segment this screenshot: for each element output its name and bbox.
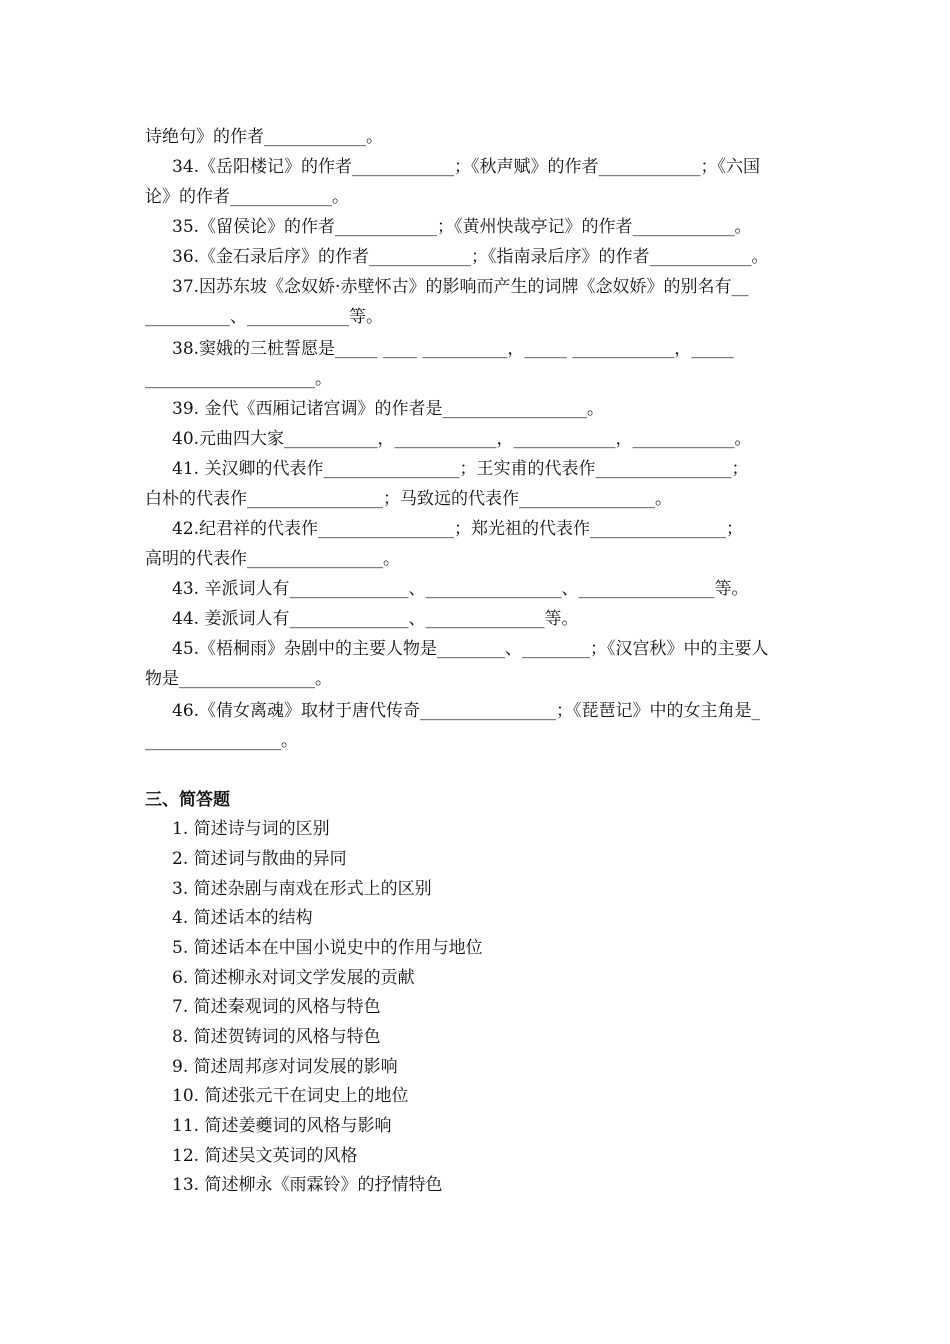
question-item: 1. 简述诗与词的区别 [172, 819, 330, 839]
question-item: 2. 简述词与散曲的异同 [172, 849, 347, 869]
fill-in-line: 白朴的代表作________________；马致远的代表作________________。 [145, 489, 672, 509]
fill-in-line: 41. 关汉卿的代表作________________；王实甫的代表作________________； [172, 459, 749, 479]
question-item: 10. 简述张元干在词史上的地位 [172, 1086, 409, 1106]
question-item: 8. 简述贺铸词的风格与特色 [172, 1027, 381, 1047]
fill-in-line: 37.因苏东坡《念奴娇·赤壁怀古》的影响而产生的词牌《念奴娇》的别名有__ [172, 277, 749, 297]
fill-in-line: 论》的作者____________。 [145, 187, 349, 207]
question-item: 12. 简述吴文英词的风格 [172, 1146, 358, 1166]
fill-in-line: 38.窦娥的三桩誓愿是_____ ____ __________，_____ ____________，_____ [172, 339, 734, 359]
section-title: 三、简答题 [145, 790, 230, 810]
question-item: 6. 简述柳永对词文学发展的贡献 [172, 968, 415, 988]
fill-in-line: 44. 姜派词人有______________、______________等。 [172, 609, 579, 629]
fill-in-line: 36.《金石录后序》的作者____________；《指南录后序》的作者____________。 [172, 247, 769, 267]
fill-in-line: 40.元曲四大家___________，____________，____________，____________。 [172, 429, 752, 449]
fill-in-line: 43. 辛派词人有______________、________________、________________等。 [172, 579, 749, 599]
question-item: 11. 简述姜夔词的风格与影响 [172, 1116, 392, 1136]
fill-in-line: 35.《留侯论》的作者____________；《黄州快哉亭记》的作者____________。 [172, 217, 752, 237]
fill-in-line: 45.《梧桐雨》杂剧中的主要人物是________、________；《汉宫秋》中的主要人 [172, 639, 769, 659]
question-item: 7. 简述秦观词的风格与特色 [172, 997, 381, 1017]
fill-in-line: ________________。 [145, 731, 298, 751]
question-item: 13. 简述柳永《雨霖铃》的抒情特色 [172, 1175, 443, 1195]
fill-in-line: 诗绝句》的作者____________。 [145, 127, 383, 147]
fill-in-line: 物是________________。 [145, 669, 332, 689]
question-item: 4. 简述话本的结构 [172, 908, 313, 928]
fill-in-line: __________、____________等。 [145, 307, 383, 327]
question-item: 9. 简述周邦彦对词发展的影响 [172, 1057, 398, 1077]
fill-in-line: 42.纪君祥的代表作________________；郑光祖的代表作________________； [172, 519, 744, 539]
question-item: 5. 简述话本在中国小说史中的作用与地位 [172, 938, 483, 958]
fill-in-line: 34.《岳阳楼记》的作者____________；《秋声赋》的作者____________；《六国 [172, 157, 761, 177]
fill-in-line: 46.《倩女离魂》取材于唐代传奇________________；《琵琶记》中的女主角是_ [172, 701, 761, 721]
fill-in-line: 39. 金代《西厢记诸宫调》的作者是_________________。 [172, 399, 604, 419]
fill-in-line: 高明的代表作________________。 [145, 549, 400, 569]
fill-in-line: ____________________。 [145, 369, 332, 389]
question-item: 3. 简述杂剧与南戏在形式上的区别 [172, 879, 432, 899]
